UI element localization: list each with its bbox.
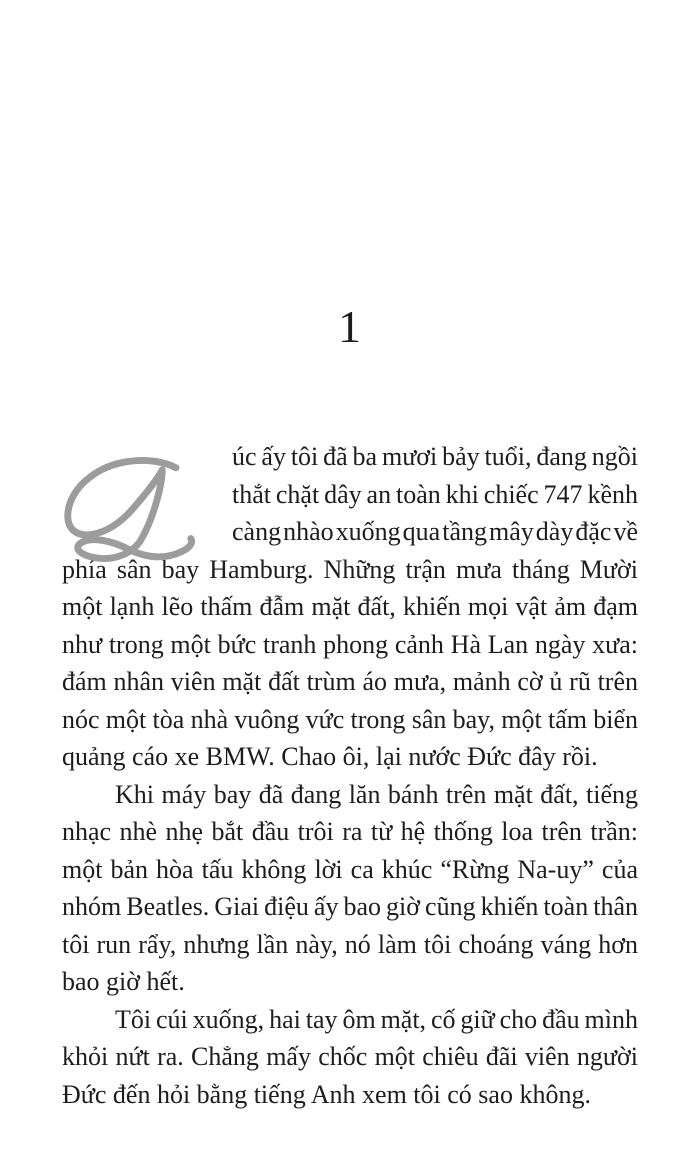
text-line: Khi máy bay đã đang lăn bánh trên mặt đất, tiếng	[115, 779, 638, 809]
text-line: nóc một tòa nhà vuông vức trong sân bay, một tấm biển	[62, 704, 638, 734]
text-line: tôi run rẩy, nhưng lần này, nó làm tôi choáng váng hơn	[62, 929, 638, 959]
text-line: khỏi nứt ra. Chẳng mấy chốc một chiêu đãi viên người	[62, 1042, 638, 1071]
text-line: Tôi cúi xuống, hai tay ôm mặt, cố giữ cho đầu mình	[115, 1004, 638, 1034]
text-line: Đức đến hỏi bằng tiếng Anh xem tôi có sao không.	[62, 1079, 591, 1109]
text-line: càng nhào xuống qua tầng mây dày đặc về	[232, 517, 638, 546]
text-line: đám nhân viên mặt đất trùm áo mưa, mảnh cờ ủ rũ trên	[62, 667, 638, 696]
text-line: thắt chặt dây an toàn khi chiếc 747 kềnh	[232, 479, 638, 509]
chapter-number: 1	[338, 301, 362, 352]
text-line: một bản hòa tấu không lời ca khúc “Rừng Na-uy” của	[62, 854, 638, 884]
text-line: một lạnh lẽo thấm đẫm mặt đất, khiến mọi vật ảm đạm	[62, 592, 638, 621]
drop-cap-letter	[58, 454, 234, 572]
text-line: úc ấy tôi đã ba mươi bảy tuổi, đang ngồi	[232, 442, 638, 471]
text-line: nhạc nhè nhẹ bắt đầu trôi ra từ hệ thống loa trên trần:	[62, 817, 638, 846]
text-line: phía sân bay Hamburg. Những trận mưa tháng Mười	[62, 554, 638, 584]
text-line: như trong một bức tranh phong cảnh Hà Lan ngày xưa:	[62, 629, 638, 659]
text-line: bao giờ hết.	[62, 967, 185, 996]
text-line: quảng cáo xe BMW. Chao ôi, lại nước Đức đây rồi.	[62, 742, 598, 771]
text-line: nhóm Beatles. Giai điệu ấy bao giờ cũng khiến toàn thân	[62, 892, 638, 921]
body-text	[62, 438, 638, 1113]
